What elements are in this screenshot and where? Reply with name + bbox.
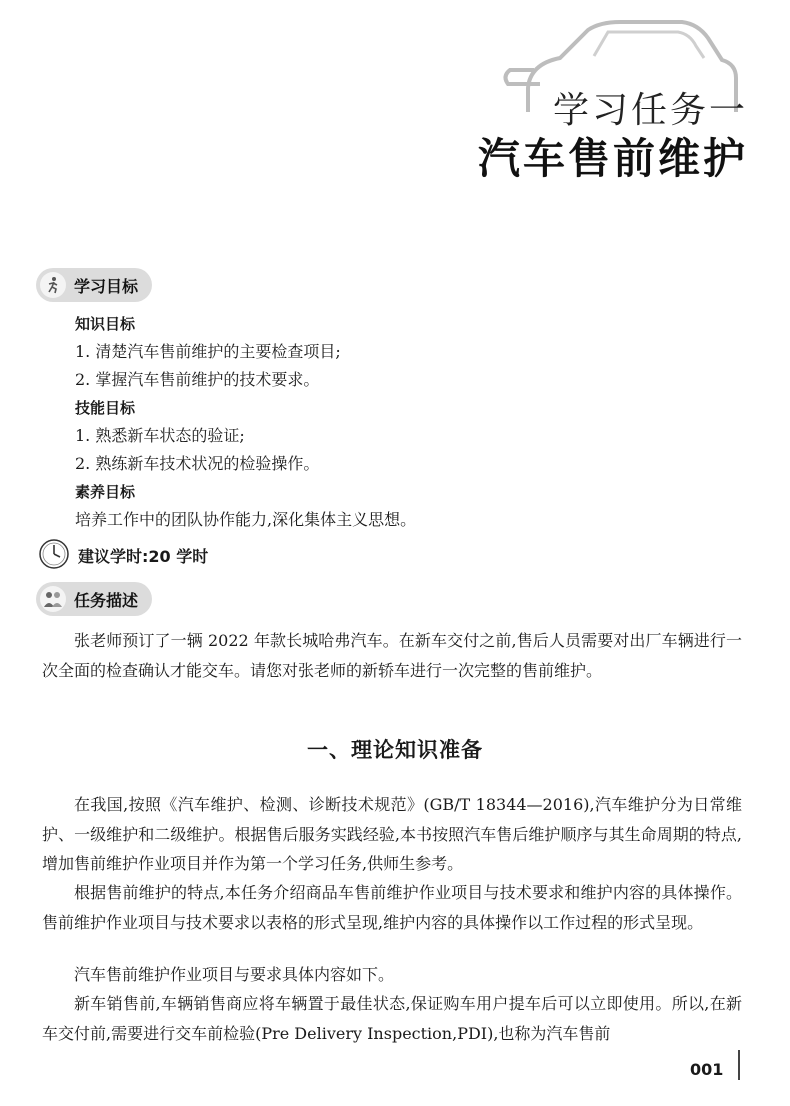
- knowledge-item: 1. 清楚汽车售前维护的主要检查项目;: [75, 342, 341, 361]
- running-person-icon: [40, 272, 66, 298]
- body-paragraph: 汽车售前维护作业项目与要求具体内容如下。: [74, 965, 395, 984]
- task-label: 任务描述: [74, 590, 139, 610]
- body-paragraph: 新车销售前,车辆销售商应将车辆置于最佳状态,保证购车用户提车后可以立即使用。所以,在新车交付前,需要进行交车前检验(Pre Delivery Inspection,PDI),也称为汽车售前: [42, 994, 742, 1043]
- task-description-text: 张老师预订了一辆 2022 年款长城哈弗汽车。在新车交付之前,售后人员需要对出厂车辆进行一次全面的检查确认才能交车。请您对张老师的新轿车进行一次完整的售前维护。: [42, 631, 742, 680]
- task-title: 汽车售前维护: [477, 134, 748, 183]
- knowledge-item: 2. 掌握汽车售前维护的技术要求。: [75, 370, 320, 389]
- task-label-pill: [36, 582, 152, 616]
- knowledge-heading: 知识目标: [75, 315, 136, 333]
- objectives-label: 学习目标: [74, 276, 139, 296]
- task-number: 学习任务一: [552, 90, 748, 131]
- skill-item: 1. 熟悉新车状态的验证;: [75, 426, 245, 445]
- literacy-item: 培养工作中的团队协作能力,深化集体主义思想。: [75, 510, 417, 529]
- page-number: 001: [690, 1060, 724, 1079]
- people-icon: [40, 586, 66, 612]
- objectives-label-pill: [36, 268, 152, 302]
- skill-heading: 技能目标: [75, 399, 136, 417]
- section-heading: 一、理论知识准备: [307, 738, 483, 762]
- study-time: 建议学时:20 学时: [78, 547, 209, 566]
- body-paragraph: 根据售前维护的特点,本任务介绍商品车售前维护作业项目与技术要求和维护内容的具体操作。售前维护作业项目与技术要求以表格的形式呈现,维护内容的具体操作以工作过程的形式呈现。: [42, 883, 742, 932]
- literacy-heading: 素养目标: [75, 483, 136, 501]
- body-paragraph: 在我国,按照《汽车维护、检测、诊断技术规范》(GB/T 18344—2016),汽车维护分为日常维护、一级维护和二级维护。根据售后服务实践经验,本书按照汽车售后维护顺序与其生命周期的特点,增加售前维护作业项目并作为第一个学习任务,供师生参考。: [42, 795, 742, 873]
- skill-item: 2. 熟练新车技术状况的检验操作。: [75, 454, 320, 473]
- page-number-rule: [738, 1050, 740, 1080]
- clock-icon: [38, 538, 70, 570]
